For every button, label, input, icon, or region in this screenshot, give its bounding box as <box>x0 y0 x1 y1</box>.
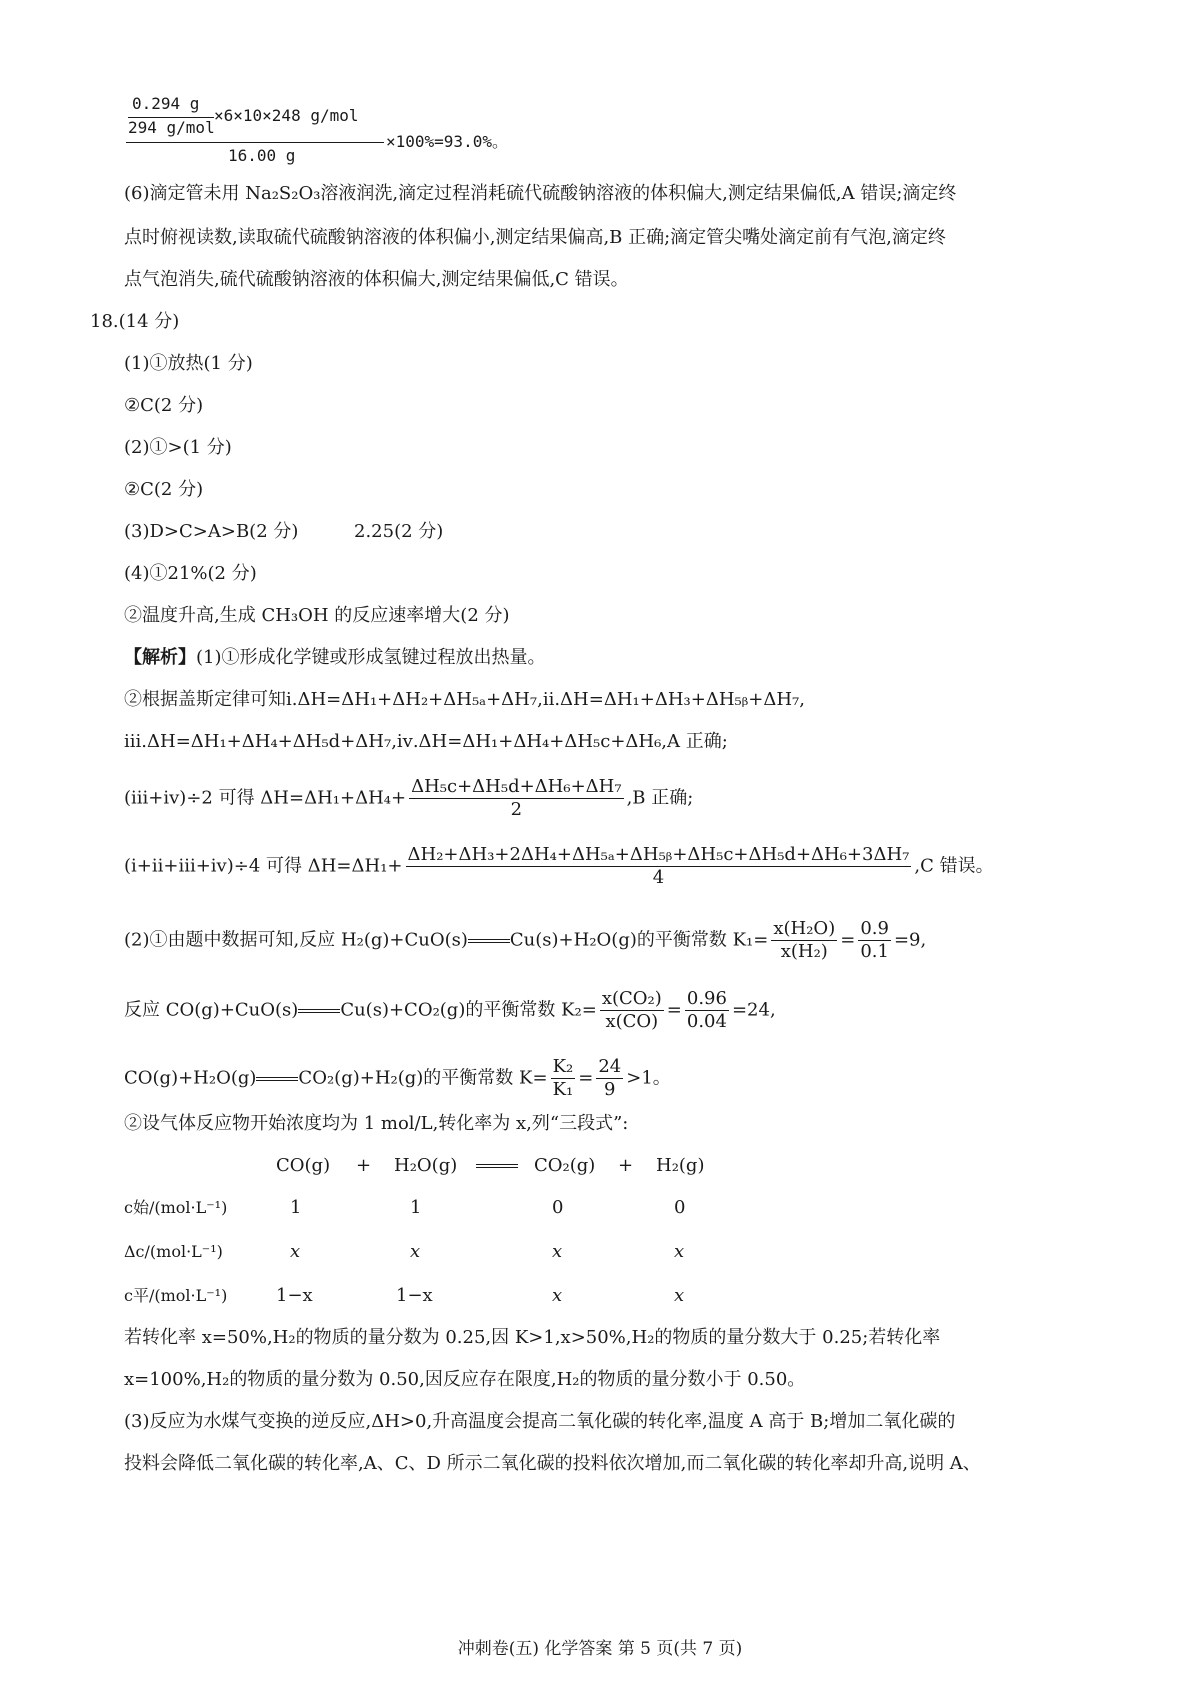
answer-item: 2.25(2 分) <box>354 521 444 542</box>
formula-den: 16.00 g <box>228 146 296 165</box>
k3-prefix: CO(g)+H₂O(g) <box>124 1067 257 1089</box>
fraction-numerator: K₂ <box>552 1056 574 1077</box>
k3-middle: CO₂(g)+H₂(g)的平衡常数 K= <box>298 1067 548 1089</box>
equilibrium-arrow-icon <box>468 937 510 945</box>
fraction-denominator: 4 <box>652 867 665 888</box>
part3-line-1: (3)反应为水煤气变换的逆反应,ΔH>0,升高温度会提高二氧化碳的转化率,温度 A 高于 B;增加二氧化碳的 <box>124 1411 956 1432</box>
fraction-denominator: x(H₂) <box>780 941 828 962</box>
fraction-denominator: 0.1 <box>860 941 889 962</box>
fraction-denominator: K₁ <box>552 1079 574 1100</box>
fraction-numerator: ΔH₅c+ΔH₅d+ΔH₆+ΔH₇ <box>411 776 622 797</box>
hess-4-fraction <box>406 844 912 889</box>
fraction-denominator: x(CO) <box>605 1011 659 1032</box>
hess-4-suffix: ,C 错误。 <box>914 855 994 877</box>
k3-fraction-1 <box>551 1056 576 1101</box>
analysis-text: (1)①形成化学键或形成氢键过程放出热量。 <box>196 647 546 668</box>
answer-item: (4)①21%(2 分) <box>124 563 257 584</box>
table-row-label: c始/(mol·L⁻¹) <box>124 1198 228 1217</box>
k1-suffix: =9, <box>893 929 927 951</box>
hess-line-4 <box>124 844 994 889</box>
equilibrium-arrow-icon <box>476 1154 518 1178</box>
fraction-numerator: 24 <box>598 1056 622 1077</box>
answer-item: ②C(2 分) <box>124 479 204 500</box>
formula-den-top: 294 g/mol <box>128 118 215 137</box>
fraction-denominator: 0.04 <box>686 1011 727 1032</box>
hess-line-3 <box>124 776 693 821</box>
q17-6-line1: (6)滴定管未用 Na₂S₂O₃溶液润洗,滴定过程消耗硫代硫酸钠溶液的体积偏大,测定结果偏低,A 错误;滴定终 <box>124 183 957 204</box>
conversion-line-2: x=100%,H₂的物质的量分数为 0.50,因反应存在限度,H₂的物质的量分数小于 0.50。 <box>124 1369 806 1390</box>
formula-main-bar <box>126 142 384 143</box>
table-cell: 1−x <box>276 1285 313 1306</box>
table-cell: 0 <box>552 1197 564 1218</box>
table-cell: x <box>674 1241 685 1262</box>
hess-3-prefix: (ⅲ+ⅳ)÷2 可得 ΔH=ΔH₁+ΔH₄+ <box>124 787 407 809</box>
table-header-cell: H₂O(g) <box>394 1155 458 1176</box>
table-cell: x <box>552 1285 563 1306</box>
table-cell: 1 <box>290 1197 302 1218</box>
hess-line-2: ⅲ.ΔH=ΔH₁+ΔH₄+ΔH₅d+ΔH₇,ⅳ.ΔH=ΔH₁+ΔH₄+ΔH₅c+ΔH₆,A 正确; <box>124 731 728 752</box>
table-cell: x <box>674 1285 685 1306</box>
hess-3-suffix: ,B 正确; <box>626 787 694 809</box>
formula-result: ×100%=93.0%。 <box>386 132 508 151</box>
q17-6-line3: 点气泡消失,硫代硫酸钠溶液的体积偏大,测定结果偏低,C 错误。 <box>124 269 629 290</box>
k1-line: (2)①由题中数据可知,反应 H₂(g)+CuO(s) Cu(s)+H₂O(g)的平衡常数 K₁= $\frac{\text{x(H₂O)}}{\text{x(H₂)}}$ = $\frac{0.9}{0.1}$ =9, <box>124 918 927 962</box>
table-cell: 1−x <box>396 1285 433 1306</box>
hess-4-prefix: (ⅰ+ⅱ+ⅲ+ⅳ)÷4 可得 ΔH=ΔH₁+ <box>124 855 403 877</box>
hess-3-fraction <box>409 776 624 821</box>
k1-middle: Cu(s)+H₂O(g)的平衡常数 K₁= <box>509 929 769 951</box>
page-footer: 冲刺卷(五) 化学答案 第 5 页(共 7 页) <box>457 1639 743 1659</box>
k2-middle: Cu(s)+CO₂(g)的平衡常数 K₂= <box>340 999 597 1021</box>
k2-fraction-1 <box>600 988 664 1033</box>
table-header-cell: H₂(g) <box>656 1155 705 1176</box>
table-cell: 1 <box>410 1197 422 1218</box>
part3-line-2: 投料会降低二氧化碳的转化率,A、C、D 所示二氧化碳的投料依次增加,而二氧化碳的转化率却升高,说明 A、 <box>124 1453 981 1474</box>
formula-multiplier: ×6×10×248 g/mol <box>214 106 359 125</box>
k1-fraction-1 <box>771 918 837 963</box>
k3-suffix: >1。 <box>626 1067 671 1089</box>
fraction-numerator: x(CO₂) <box>601 988 662 1009</box>
k3-line: CO(g)+H₂O(g) CO₂(g)+H₂(g)的平衡常数 K= $\frac{\text{K₂}}{\text{K₁}}$ = $\frac{24}{9}$ >1。 <box>124 1056 671 1100</box>
table-cell: x <box>552 1241 563 1262</box>
equilibrium-arrow-icon <box>256 1075 298 1083</box>
q18-header: 18.(14 分) <box>90 311 180 332</box>
analysis-line-1 <box>124 646 546 670</box>
answer-item: ②温度升高,生成 CH₃OH 的反应速率增大(2 分) <box>124 605 510 626</box>
fraction-numerator: 0.9 <box>860 918 889 939</box>
table-row-label: Δc/(mol·L⁻¹) <box>124 1242 223 1261</box>
hess-line-1: ②根据盖斯定律可知ⅰ.ΔH=ΔH₁+ΔH₂+ΔH₅ₐ+ΔH₇,ⅱ.ΔH=ΔH₁+ΔH₃+ΔH₅ᵦ+ΔH₇, <box>124 689 805 710</box>
fraction-numerator: x(H₂O) <box>773 918 836 939</box>
answer-item: (3)D>C>A>B(2 分) <box>124 521 299 542</box>
table-header-cell: + <box>618 1155 634 1176</box>
equilibrium-arrow-icon <box>298 1007 340 1015</box>
formula-num-top: 0.294 g <box>132 94 200 113</box>
k2-fraction-2 <box>685 988 729 1033</box>
q17-6-line2: 点时俯视读数,读取硫代硫酸钠溶液的体积偏小,测定结果偏高,B 正确;滴定管尖嘴处滴定前有气泡,滴定终 <box>124 227 946 248</box>
k1-prefix: (2)①由题中数据可知,反应 H₂(g)+CuO(s) <box>124 929 468 951</box>
k2-prefix: 反应 CO(g)+CuO(s) <box>124 999 299 1021</box>
k3-fraction-2 <box>596 1056 623 1101</box>
conversion-line-1: 若转化率 x=50%,H₂的物质的量分数为 0.25,因 K>1,x>50%,H₂的物质的量分数大于 0.25;若转化率 <box>124 1327 941 1348</box>
table-cell: x <box>290 1241 301 1262</box>
k2-suffix: =24, <box>731 999 776 1021</box>
table-header-cell: CO₂(g) <box>534 1155 596 1176</box>
table-cell: x <box>410 1241 421 1262</box>
answer-item: (1)①放热(1 分) <box>124 353 253 374</box>
table-cell: 0 <box>674 1197 686 1218</box>
table-header-cell: + <box>356 1155 372 1176</box>
fraction-denominator: 2 <box>510 799 523 820</box>
table-row-label: c平/(mol·L⁻¹) <box>124 1286 228 1305</box>
answer-item: (2)①>(1 分) <box>124 437 232 458</box>
three-stage-intro: ②设气体反应物开始浓度均为 1 mol/L,转化率为 x,列“三段式”: <box>124 1113 629 1134</box>
answer-item: ②C(2 分) <box>124 395 204 416</box>
analysis-label: 【解析】 <box>124 647 196 668</box>
fraction-denominator: 9 <box>604 1079 616 1100</box>
fraction-numerator: 0.96 <box>686 988 727 1009</box>
table-header-cell: CO(g) <box>276 1155 331 1176</box>
k2-line: 反应 CO(g)+CuO(s) Cu(s)+CO₂(g)的平衡常数 K₂= $\frac{\text{x(CO₂)}}{x(CO)}$ = $\frac{0.96}{0.04}$ =24, <box>124 988 776 1032</box>
k1-fraction-2 <box>858 918 891 963</box>
fraction-numerator: ΔH₂+ΔH₃+2ΔH₄+ΔH₅ₐ+ΔH₅ᵦ+ΔH₅c+ΔH₅d+ΔH₆+3ΔH₇ <box>407 844 910 865</box>
